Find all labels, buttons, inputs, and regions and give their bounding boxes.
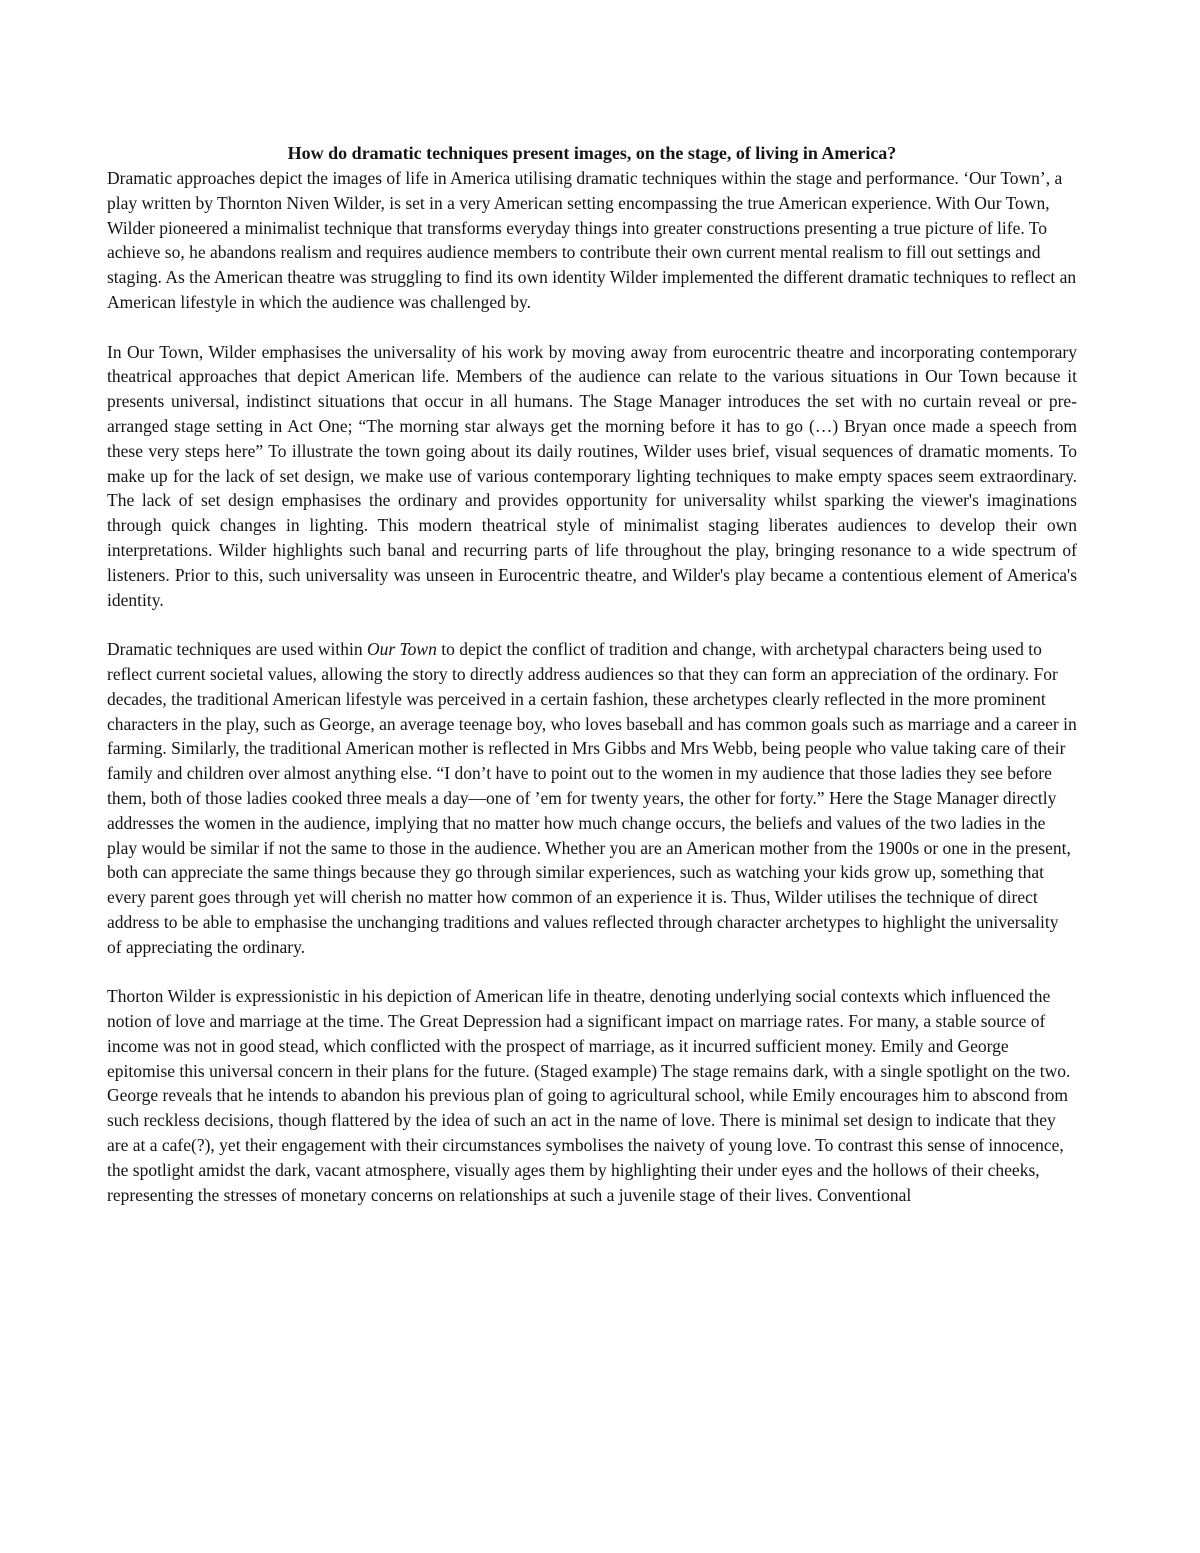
paragraph-3-text-rest: to depict the conflict of tradition and change, with archetypal characters being used to reflect current societal values, allowing the story to directly address audiences so that they can form an appreciation of the ordinary. For decades, the traditional American lifestyle was perceived in a certain fashion, these archetypes clearly reflected in the more prominent characters in the play, such as George, an average teenage boy, who loves baseball and has common goals such as marriage and a career in farming. Similarly, the traditional American mother is reflected in Mrs Gibbs and Mrs Webb, being people who value taking care of their family and children over almost anything else. “I don’t have to point out to the women in my audience that those ladies they see before them, both of those ladies cooked three meals a day—one of ’em for twenty years, the other for forty.” Here the Stage Manager directly addresses the women in the audience, implying that no matter how much change occurs, the beliefs and values of the two ladies in the play would be similar if not the same to those in the audience. Whether you are an American mother from the 1900s or one in the present, both can appreciate the same things because they go through similar experiences, such as watching your kids grow up, something that every parent goes through yet will cherish no matter how common of an experience it is. Thus, Wilder utilises the technique of direct address to be able to emphasise the unchanging traditions and values reflected through character archetypes to highlight the universality of appreciating the ordinary. — [107, 639, 1077, 957]
paragraph-4: Thorton Wilder is expressionistic in his depiction of American life in theatre, denoting underlying social contexts which influenced the notion of love and marriage at the time. The Great Depression had a significant impact on marriage rates. For many, a stable source of income was not in good stead, which conflicted with the prospect of marriage, as it incurred sufficient money. Emily and George epitomise this universal concern in their plans for the future. (Staged example) The stage remains dark, with a single spotlight on the two. George reveals that he intends to abandon his previous plan of going to agricultural school, while Emily encourages him to abscond from such reckless decisions, though flattered by the idea of such an act in the name of love. There is minimal set design to indicate that they are at a cafe(?), yet their engagement with their circumstances symbolises the naivety of young love. To contrast this sense of innocence, the spotlight amidst the dark, vacant atmosphere, visually ages them by highlighting their under eyes and the hollows of their cheeks, representing the stresses of monetary concerns on relationships at such a juvenile stage of their lives. Conventional — [107, 986, 1071, 1205]
paragraph-3-text-start: Dramatic techniques are used within — [107, 639, 367, 660]
paragraph-1: Dramatic approaches depict the images of life in America utilising dramatic techniques within the stage and performance. ‘Our Town’, a play written by Thornton Niven Wilder, is set in a very American setting encompassing the true American experience. With Our Town, Wilder pioneered a minimalist technique that transforms everyday things into greater constructions presenting a true picture of life. To achieve so, he abandons realism and requires audience members to contribute their own current mental realism to fill out settings and staging. As the American theatre was struggling to find its own identity Wilder implemented the different dramatic techniques to reflect an American lifestyle in which the audience was challenged by. — [107, 168, 1077, 312]
paragraph-3 — [107, 637, 1077, 959]
paragraph-2: In Our Town, Wilder emphasises the universality of his work by moving away from eurocentric theatre and incorporating contemporary theatrical approaches that depict American life. Members of the audience can relate to the various situations in Our Town because it presents universal, indistinct situations that occur in all humans. The Stage Manager introduces the set with no curtain reveal or pre-arranged stage setting in Act One; “The morning star always get the morning before it has to go (…) Bryan once made a speech from these very steps here” To illustrate the town going about its daily routines, Wilder uses brief, visual sequences of dramatic moments. To make up for the lack of set design, we make use of various contemporary lighting techniques to make empty spaces seem extraordinary. The lack of set design emphasises the ordinary and provides opportunity for universality whilst sparking the viewer's imaginations through quick changes in lighting. This modern theatrical style of minimalist staging liberates audiences to develop their own interpretations. Wilder highlights such banal and recurring parts of life throughout the play, bringing resonance to a wide spectrum of listeners. Prior to this, such universality was unseen in Eurocentric theatre, and Wilder's play became a contentious element of America's identity. — [107, 341, 1077, 610]
essay-title: How do dramatic techniques present images, on the stage, of living in America? — [287, 143, 897, 163]
play-title-italic: Our Town — [366, 639, 437, 660]
document-page — [107, 140, 1077, 1232]
